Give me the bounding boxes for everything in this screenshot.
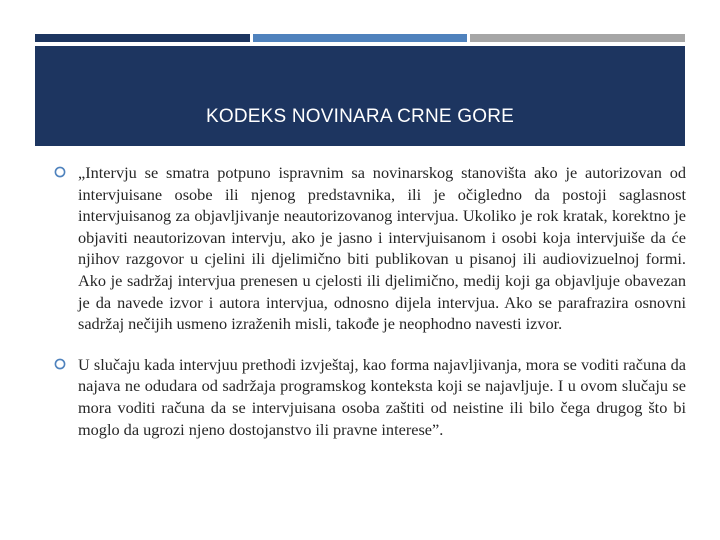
- bullet-text: „Intervju se smatra potpuno ispravnim sa novinarskog stanovišta ako je autorizovan od intervjuisane osobe ili njenog predstavnika, ili je očigledno da postoji saglasnost intervjuisanog za objavljivanje neautorizovanog intervjua. Ukoliko je rok kratak, korektno je objaviti neautorizovan intervju, ako je jasno i intervjuisanom i osobi koja intervjuiše da će njihov razgovor u cjelini ili djelimično biti publikovan u pisanoj ili audiovizuelnoj formi. Ako je sadržaj intervjua prenesen u cjelosti ili djelimično, medij koji ga objavljuje obavezan je da navede izvor i autora intervjua, odnosno dijela intervjua. Ako se parafrazira osnovni sadržaj nečijih usmeno izraženih misli, takođe je neophodno navesti izvor.: [78, 163, 686, 334]
- accent-stripe-blue: [253, 34, 467, 42]
- list-item: [54, 162, 686, 335]
- hollow-circle-icon: [54, 358, 66, 370]
- bullet-text: U slučaju kada intervjuu prethodi izvještaj, kao forma najavljivanja, mora se voditi računa da najava ne odudara od sadržaja programskog konteksta koji se najavljuje. I u ovom slučaju se mora voditi računa da se intervjuisana osoba zaštiti od neistine ili bilo čega drugog što bi moglo da ugrozi njeno dostojanstvo ili pravne interese”.: [78, 354, 686, 439]
- hollow-circle-icon: [54, 166, 66, 178]
- accent-stripe-navy: [35, 34, 250, 42]
- slide-title: KODEKS NOVINARA CRNE GORE: [205, 105, 514, 127]
- list-item: [54, 354, 686, 440]
- accent-stripe-gray: [470, 34, 685, 42]
- title-banner: [35, 46, 685, 146]
- slide-body: [54, 162, 686, 459]
